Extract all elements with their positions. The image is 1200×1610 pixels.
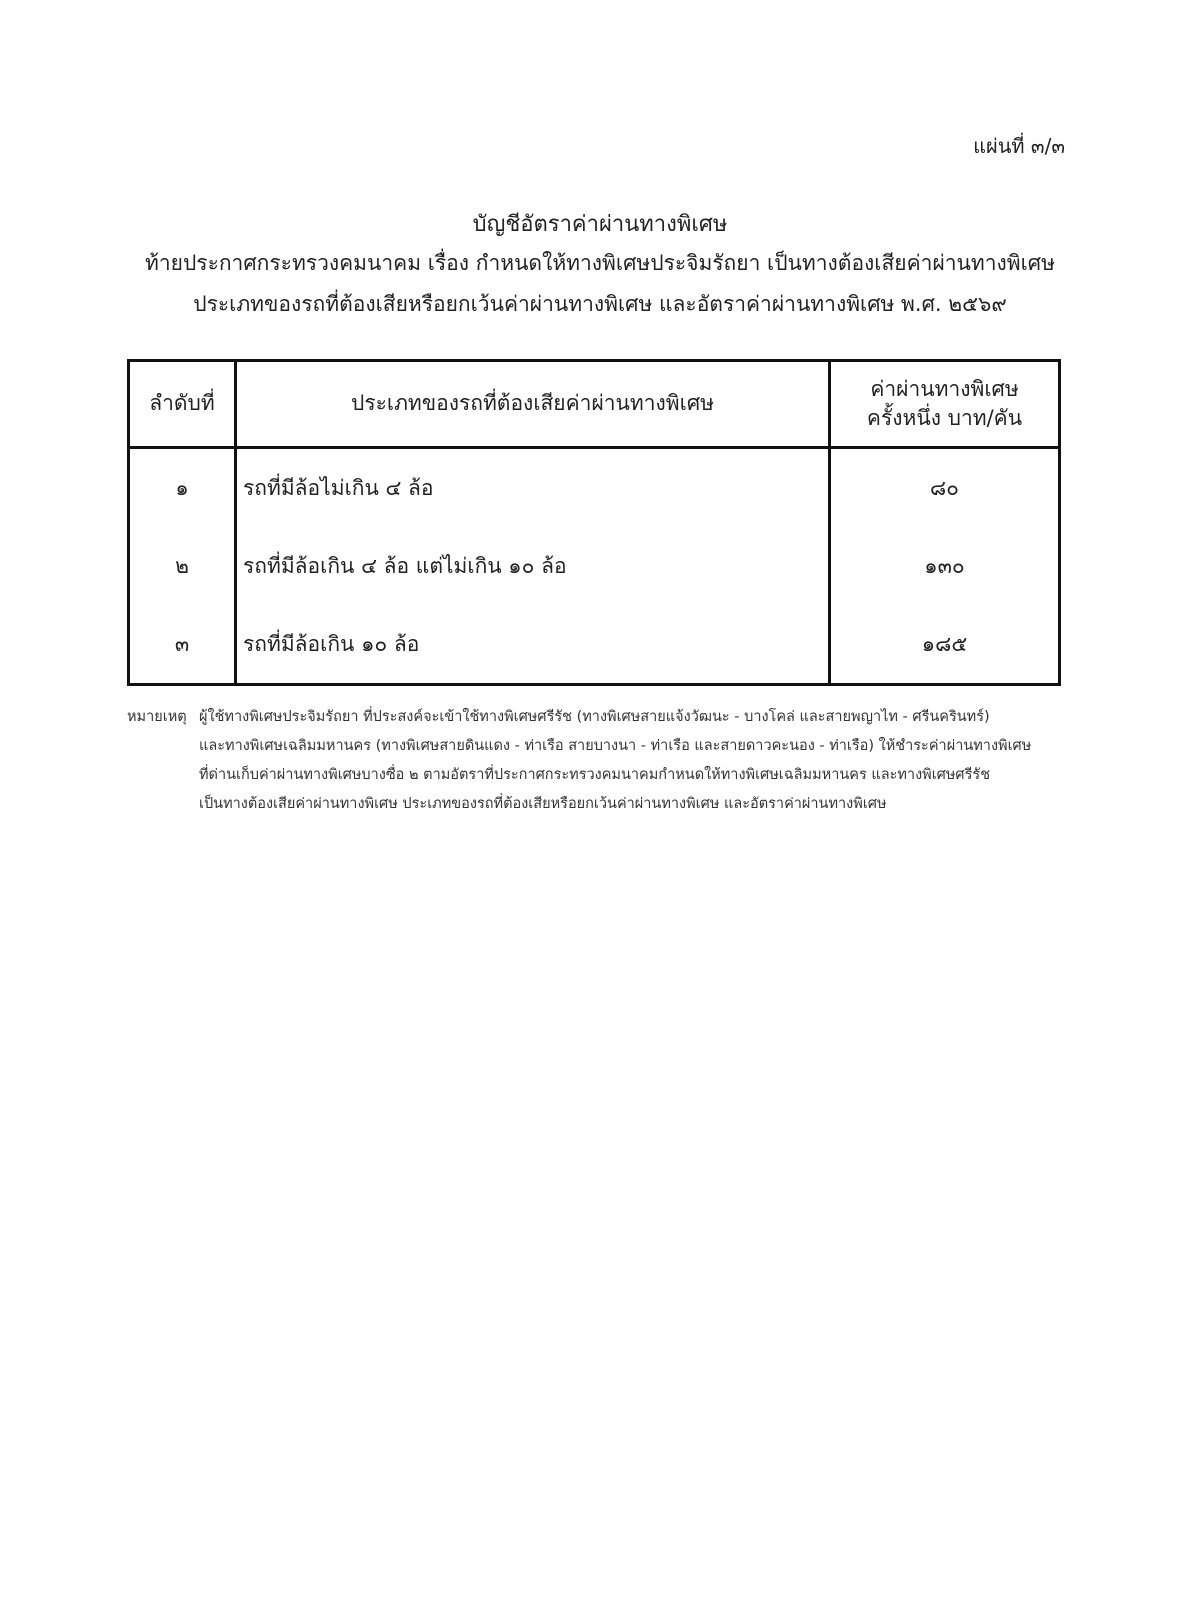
table-header-row <box>129 361 1060 448</box>
row-order: ๓ <box>129 605 236 685</box>
footnote-line: ผู้ใช้ทางพิเศษประจิมรัถยา ที่ประสงค์จะเข้าใช้ทางพิเศษศรีรัช (ทางพิเศษสายแจ้งวัฒนะ - บางโคล่ และสายพญาไท - ศรีนครินทร์) <box>199 709 990 725</box>
header-vehicle-type: ประเภทของรถที่ต้องเสียค่าผ่านทางพิเศษ <box>236 361 830 448</box>
row-fee: ๑๘๕ <box>830 605 1060 685</box>
footnote-line: ที่ด่านเก็บค่าผ่านทางพิเศษบางซื่อ ๒ ตามอัตราที่ประกาศกระทรวงคมนาคมกำหนดให้ทางพิเศษเฉลิมมหานคร และทางพิเศษศรีรัช <box>199 767 991 783</box>
header-fee-line-2: ครั้งหนึ่ง บาท/คัน <box>866 406 1023 430</box>
row-vehicle-type: รถที่มีล้อเกิน ๔ ล้อ แต่ไม่เกิน ๑๐ ล้อ <box>236 527 830 605</box>
row-vehicle-type: รถที่มีล้อเกิน ๑๐ ล้อ <box>236 605 830 685</box>
header-fee-line-1: ค่าผ่านทางพิเศษ <box>870 376 1019 401</box>
document-title: บัญชีอัตราค่าผ่านทางพิเศษ <box>472 212 728 237</box>
toll-rate-table <box>127 359 1061 686</box>
footnote-label: หมายเหตุ <box>127 709 187 725</box>
footnote-line: และทางพิเศษเฉลิมมหานคร (ทางพิเศษสายดินแดง - ท่าเรือ สายบางนา - ท่าเรือ และสายดาวคะนอง - ท่าเรือ) ให้ชำระค่าผ่านทางพิเศษ <box>199 738 1032 754</box>
footnote-body <box>199 703 1072 819</box>
row-order: ๒ <box>129 527 236 605</box>
footnote-line: เป็นทางต้องเสียค่าผ่านทางพิเศษ ประเภทของรถที่ต้องเสียหรือยกเว้นค่าผ่านทางพิเศษ และอัตราค่าผ่านทางพิเศษ <box>199 796 887 812</box>
document-subtitle-line-1: ท้ายประกาศกระทรวงคมนาคม เรื่อง กำหนดให้ทางพิเศษประจิมรัถยา เป็นทางต้องเสียค่าผ่านทางพิเศษ <box>145 251 1055 275</box>
row-fee: ๑๓๐ <box>830 527 1060 605</box>
footnote <box>127 703 1072 819</box>
header-order: ลำดับที่ <box>129 361 236 448</box>
document-subtitle-line-2: ประเภทของรถที่ต้องเสียหรือยกเว้นค่าผ่านทางพิเศษ และอัตราค่าผ่านทางพิเศษ พ.ศ. ๒๕๖๙ <box>193 292 1007 316</box>
table-row <box>129 448 1060 528</box>
table-row <box>129 605 1060 685</box>
row-fee: ๘๐ <box>830 448 1060 528</box>
row-order: ๑ <box>129 448 236 528</box>
page-number: แผ่นที่ ๓/๓ <box>973 134 1065 158</box>
header-fee <box>830 361 1060 448</box>
row-vehicle-type: รถที่มีล้อไม่เกิน ๔ ล้อ <box>236 448 830 528</box>
table-row <box>129 527 1060 605</box>
